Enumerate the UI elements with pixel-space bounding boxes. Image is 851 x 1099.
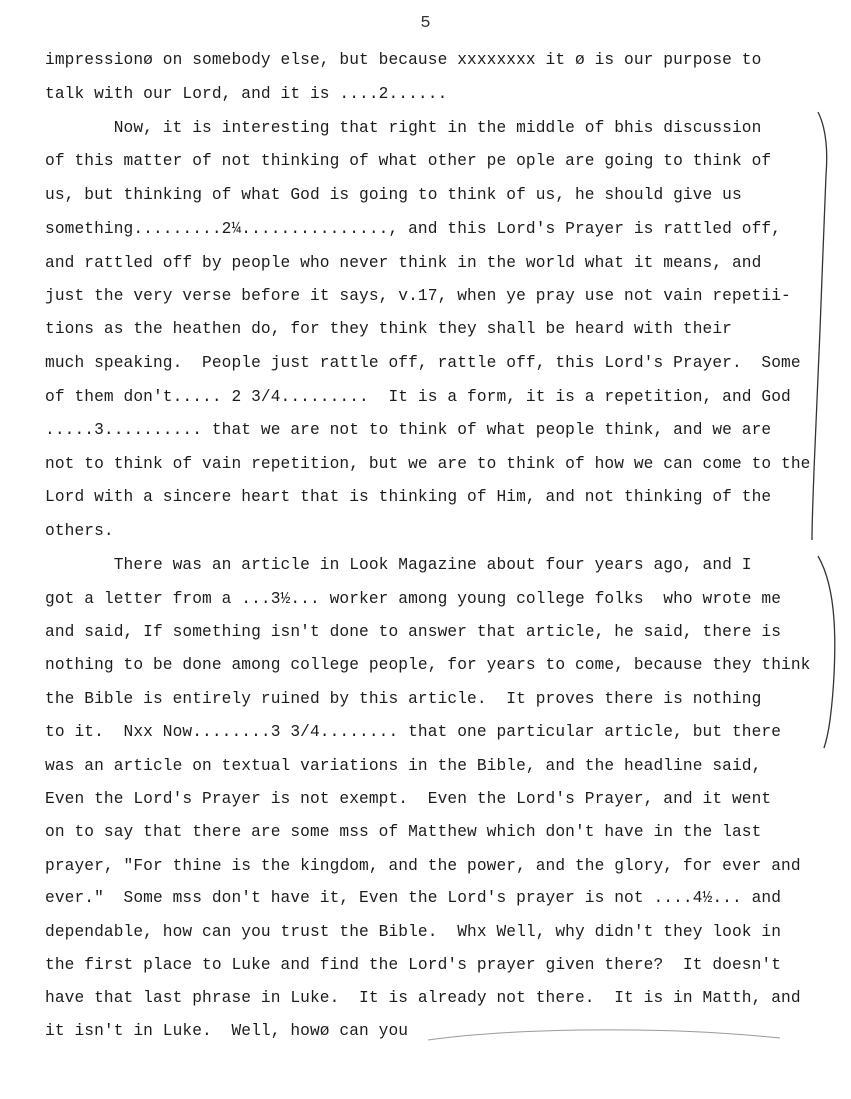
- text-line: of this matter of not thinking of what other pe ople are going to think of: [45, 152, 772, 170]
- text-line: the first place to Luke and find the Lord's prayer given there? It doesn't: [45, 956, 782, 974]
- text-line: on to say that there are some mss of Matthew which don't have in the last: [45, 823, 762, 841]
- text-line: got a letter from a ...3½... worker among young college folks who wrote me: [45, 590, 782, 608]
- text-line: dependable, how can you trust the Bible. Whx Well, why didn't they look in: [45, 923, 782, 941]
- text-line: talk with our Lord, and it is ....2......: [45, 85, 448, 103]
- text-line: and said, If something isn't done to answer that article, he said, there is: [45, 623, 782, 641]
- text-line: prayer, "For thine is the kingdom, and the power, and the glory, for ever and: [45, 857, 801, 875]
- text-line: not to think of vain repetition, but we are to think of how we can come to the: [45, 455, 811, 473]
- text-line: tions as the heathen do, for they think they shall be heard with their: [45, 320, 732, 338]
- text-line: Now, it is interesting that right in the middle of bhis discussion: [45, 119, 762, 137]
- text-line: Lord with a sincere heart that is thinking of Him, and not thinking of the: [45, 488, 772, 506]
- page-number: 5: [420, 14, 431, 33]
- text-line: Even the Lord's Prayer is not exempt. Even the Lord's Prayer, and it went: [45, 790, 772, 808]
- text-line: just the very verse before it says, v.17, when ye pray use not vain repetii-: [45, 287, 791, 305]
- text-line: ever." Some mss don't have it, Even the Lord's prayer is not ....4½... and: [45, 889, 782, 907]
- text-line: nothing to be done among college people, for years to come, because they think: [45, 656, 811, 674]
- text-line: was an article on textual variations in the Bible, and the headline said,: [45, 757, 762, 775]
- text-line: of them don't..... 2 3/4......... It is a form, it is a repetition, and God: [45, 388, 791, 406]
- text-line: .....3.......... that we are not to think of what people think, and we are: [45, 421, 772, 439]
- text-line: us, but thinking of what God is going to think of us, he should give us: [45, 186, 742, 204]
- text-line: others.: [45, 522, 114, 540]
- text-line: something.........2¼..............., and this Lord's Prayer is rattled off,: [45, 220, 782, 238]
- text-line: much speaking. People just rattle off, rattle off, this Lord's Prayer. Some: [45, 354, 801, 372]
- text-line: have that last phrase in Luke. It is already not there. It is in Matth, and: [45, 989, 801, 1007]
- text-line: impressionø on somebody else, but because xxxxxxxx it ø is our purpose to: [45, 51, 762, 69]
- text-line: it isn't in Luke. Well, howø can you: [45, 1022, 409, 1040]
- text-line: and rattled off by people who never think in the world what it means, and: [45, 254, 762, 272]
- text-line: the Bible is entirely ruined by this article. It proves there is nothing: [45, 690, 762, 708]
- text-line: to it. Nxx Now........3 3/4........ that one particular article, but there: [45, 723, 782, 741]
- text-line: There was an article in Look Magazine about four years ago, and I: [45, 556, 752, 574]
